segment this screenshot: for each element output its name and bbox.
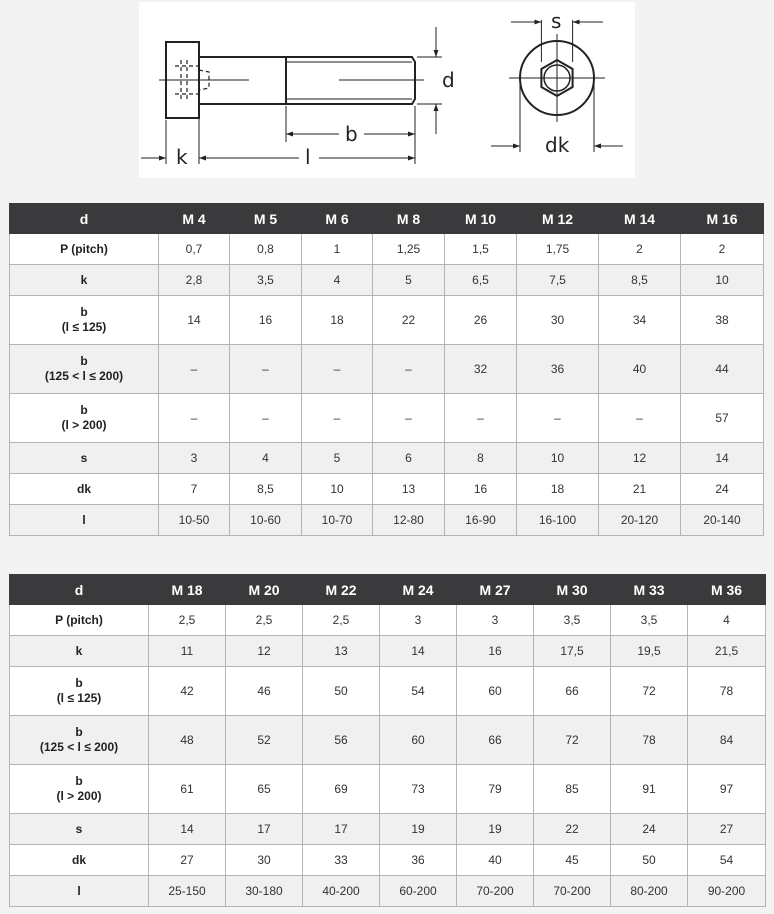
table-cell: 66 bbox=[534, 667, 611, 716]
table-cell: 91 bbox=[611, 765, 688, 814]
header-size: M 27 bbox=[457, 575, 534, 605]
table-cell: 20-140 bbox=[681, 505, 764, 536]
row-label-line: s bbox=[75, 821, 83, 836]
table-cell: 54 bbox=[380, 667, 457, 716]
row-label-line: k bbox=[75, 643, 83, 658]
table-row-s bbox=[10, 814, 766, 845]
row-label-line: (l > 200) bbox=[61, 418, 107, 432]
table-cell: 8,5 bbox=[599, 265, 681, 296]
row-label-line: l bbox=[77, 883, 81, 898]
row-label-line: (l ≤ 125) bbox=[56, 691, 102, 705]
table-cell: 3,5 bbox=[611, 605, 688, 636]
table-cell: – bbox=[302, 345, 373, 394]
row-label-line: b bbox=[80, 403, 88, 417]
table-cell: 7,5 bbox=[517, 265, 599, 296]
row-label bbox=[10, 443, 159, 474]
table-row-k bbox=[10, 636, 766, 667]
table-cell: 90-200 bbox=[688, 876, 766, 907]
table-cell: 8 bbox=[445, 443, 517, 474]
table-cell: 66 bbox=[457, 716, 534, 765]
header-size: M 33 bbox=[611, 575, 688, 605]
table-cell: 0,7 bbox=[159, 234, 230, 265]
table-cell: 16 bbox=[445, 474, 517, 505]
table-cell: 21 bbox=[599, 474, 681, 505]
row-label bbox=[10, 845, 149, 876]
table-cell: 10-60 bbox=[230, 505, 302, 536]
label-k: k bbox=[176, 145, 188, 169]
header-size: M 12 bbox=[517, 204, 599, 234]
table-cell: 12 bbox=[226, 636, 303, 667]
table-cell: 13 bbox=[303, 636, 380, 667]
table-cell: 5 bbox=[373, 265, 445, 296]
row-label-line: b bbox=[75, 774, 83, 788]
row-label bbox=[10, 394, 159, 443]
label-s: s bbox=[551, 9, 562, 33]
table-cell: 72 bbox=[611, 667, 688, 716]
table-cell: 1,75 bbox=[517, 234, 599, 265]
table-cell: – bbox=[230, 345, 302, 394]
header-size: M 5 bbox=[230, 204, 302, 234]
table-header-row bbox=[10, 204, 764, 234]
table-cell: 8,5 bbox=[230, 474, 302, 505]
table-row-dk bbox=[10, 845, 766, 876]
table-cell: 1 bbox=[302, 234, 373, 265]
row-label-line: s bbox=[80, 450, 88, 465]
row-label bbox=[10, 605, 149, 636]
table-cell: 50 bbox=[611, 845, 688, 876]
row-label bbox=[10, 765, 149, 814]
row-label-line: P (pitch) bbox=[60, 241, 108, 256]
table-cell: 2,5 bbox=[149, 605, 226, 636]
table-cell: 18 bbox=[302, 296, 373, 345]
table-row-l bbox=[10, 505, 764, 536]
table-cell: 19,5 bbox=[611, 636, 688, 667]
table-cell: 14 bbox=[380, 636, 457, 667]
label-l: l bbox=[305, 145, 311, 169]
dimension-table-m18-m36 bbox=[9, 574, 766, 907]
table-cell: 85 bbox=[534, 765, 611, 814]
table-row-b-125-200 bbox=[10, 716, 766, 765]
table-cell: 32 bbox=[445, 345, 517, 394]
row-label bbox=[10, 505, 159, 536]
table-cell: 70-200 bbox=[457, 876, 534, 907]
table-cell: 24 bbox=[611, 814, 688, 845]
row-label-line: b bbox=[75, 676, 83, 690]
table-cell: 30 bbox=[517, 296, 599, 345]
row-label-line: b bbox=[75, 725, 83, 739]
table-cell: 4 bbox=[230, 443, 302, 474]
table-cell: – bbox=[159, 345, 230, 394]
table-cell: 2 bbox=[681, 234, 764, 265]
table-cell: – bbox=[302, 394, 373, 443]
row-label bbox=[10, 296, 159, 345]
table-cell: 78 bbox=[611, 716, 688, 765]
table-cell: 60-200 bbox=[380, 876, 457, 907]
row-label-line: (l > 200) bbox=[56, 789, 102, 803]
table-cell: 2,5 bbox=[226, 605, 303, 636]
table-cell: 56 bbox=[303, 716, 380, 765]
table-cell: 17 bbox=[303, 814, 380, 845]
table-cell: 16-90 bbox=[445, 505, 517, 536]
table-cell: 12-80 bbox=[373, 505, 445, 536]
table-cell: 20-120 bbox=[599, 505, 681, 536]
table-cell: 4 bbox=[688, 605, 766, 636]
table-cell: 6,5 bbox=[445, 265, 517, 296]
row-label-line: (125 < l ≤ 200) bbox=[39, 740, 119, 754]
table-cell: – bbox=[517, 394, 599, 443]
table-row-b-l-gt-200 bbox=[10, 765, 766, 814]
table-cell: 7 bbox=[159, 474, 230, 505]
table-cell: 80-200 bbox=[611, 876, 688, 907]
label-d: d bbox=[442, 68, 455, 92]
header-size: M 30 bbox=[534, 575, 611, 605]
table-cell: 10-70 bbox=[302, 505, 373, 536]
table-cell: 40 bbox=[599, 345, 681, 394]
table-cell: 19 bbox=[457, 814, 534, 845]
table-cell: 69 bbox=[303, 765, 380, 814]
table-row-pitch bbox=[10, 234, 764, 265]
table-cell: – bbox=[230, 394, 302, 443]
table-cell: 36 bbox=[517, 345, 599, 394]
table-cell: 14 bbox=[149, 814, 226, 845]
header-size: M 36 bbox=[688, 575, 766, 605]
table-cell: 44 bbox=[681, 345, 764, 394]
row-label-line: P (pitch) bbox=[55, 612, 103, 627]
table-cell: 27 bbox=[688, 814, 766, 845]
table-cell: 11 bbox=[149, 636, 226, 667]
row-label-line: l bbox=[82, 512, 86, 527]
table-cell: 22 bbox=[373, 296, 445, 345]
table-cell: 50 bbox=[303, 667, 380, 716]
header-size: M 18 bbox=[149, 575, 226, 605]
table-cell: 16 bbox=[457, 636, 534, 667]
table-cell: 2,8 bbox=[159, 265, 230, 296]
table-cell: 30 bbox=[226, 845, 303, 876]
table-cell: 2 bbox=[599, 234, 681, 265]
row-label bbox=[10, 716, 149, 765]
table-row-b-l-gt-200 bbox=[10, 394, 764, 443]
header-size: M 24 bbox=[380, 575, 457, 605]
row-label-line: (125 < l ≤ 200) bbox=[44, 369, 124, 383]
table-cell: 38 bbox=[681, 296, 764, 345]
table-cell: 21,5 bbox=[688, 636, 766, 667]
table-cell: 3,5 bbox=[230, 265, 302, 296]
table-cell: 78 bbox=[688, 667, 766, 716]
table-cell: 3 bbox=[457, 605, 534, 636]
table-cell: 61 bbox=[149, 765, 226, 814]
table-cell: 40-200 bbox=[303, 876, 380, 907]
table-cell: 2,5 bbox=[303, 605, 380, 636]
header-size: M 14 bbox=[599, 204, 681, 234]
table-cell: 30-180 bbox=[226, 876, 303, 907]
table-cell: 0,8 bbox=[230, 234, 302, 265]
label-dk: dk bbox=[545, 133, 570, 157]
label-b: b bbox=[345, 122, 358, 146]
screw-drawing-svg bbox=[139, 2, 635, 178]
table-cell: – bbox=[373, 345, 445, 394]
table-cell: 14 bbox=[159, 296, 230, 345]
table-cell: 19 bbox=[380, 814, 457, 845]
table-cell: 33 bbox=[303, 845, 380, 876]
table-cell: 72 bbox=[534, 716, 611, 765]
header-size: M 8 bbox=[373, 204, 445, 234]
table-header-row bbox=[10, 575, 766, 605]
table-cell: 57 bbox=[681, 394, 764, 443]
table-cell: 25-150 bbox=[149, 876, 226, 907]
table-cell: 17 bbox=[226, 814, 303, 845]
table-row-b-l-le-125 bbox=[10, 296, 764, 345]
table-cell: 26 bbox=[445, 296, 517, 345]
table-row-k bbox=[10, 265, 764, 296]
screw-technical-drawing bbox=[139, 2, 635, 178]
table-cell: 42 bbox=[149, 667, 226, 716]
row-label-line: k bbox=[80, 272, 88, 287]
row-label-line: dk bbox=[71, 852, 86, 867]
row-label bbox=[10, 814, 149, 845]
table-cell: 22 bbox=[534, 814, 611, 845]
header-size: M 22 bbox=[303, 575, 380, 605]
table-cell: 17,5 bbox=[534, 636, 611, 667]
table-cell: 54 bbox=[688, 845, 766, 876]
header-d: d bbox=[10, 575, 149, 605]
table-cell: 73 bbox=[380, 765, 457, 814]
table-cell: 48 bbox=[149, 716, 226, 765]
row-label-line: dk bbox=[76, 481, 91, 496]
table-row-pitch bbox=[10, 605, 766, 636]
header-d: d bbox=[10, 204, 159, 234]
table-cell: 97 bbox=[688, 765, 766, 814]
header-size: M 10 bbox=[445, 204, 517, 234]
header-size: M 4 bbox=[159, 204, 230, 234]
table-cell: 3 bbox=[380, 605, 457, 636]
table-cell: 14 bbox=[681, 443, 764, 474]
table-row-s bbox=[10, 443, 764, 474]
table-cell: – bbox=[599, 394, 681, 443]
table-cell: 46 bbox=[226, 667, 303, 716]
table-cell: – bbox=[445, 394, 517, 443]
table-cell: 34 bbox=[599, 296, 681, 345]
table-cell: 13 bbox=[373, 474, 445, 505]
table-cell: 3,5 bbox=[534, 605, 611, 636]
table-cell: 36 bbox=[380, 845, 457, 876]
table-cell: 12 bbox=[599, 443, 681, 474]
row-label-line: (l ≤ 125) bbox=[61, 320, 107, 334]
row-label bbox=[10, 234, 159, 265]
table-cell: 10 bbox=[302, 474, 373, 505]
table-cell: 65 bbox=[226, 765, 303, 814]
table-cell: 1,25 bbox=[373, 234, 445, 265]
table-cell: 5 bbox=[302, 443, 373, 474]
row-label-line: b bbox=[80, 354, 88, 368]
table-cell: 16 bbox=[230, 296, 302, 345]
table-cell: 1,5 bbox=[445, 234, 517, 265]
table-cell: 6 bbox=[373, 443, 445, 474]
table-cell: 60 bbox=[380, 716, 457, 765]
row-label bbox=[10, 876, 149, 907]
row-label bbox=[10, 474, 159, 505]
table-cell: 18 bbox=[517, 474, 599, 505]
table-cell: 16-100 bbox=[517, 505, 599, 536]
table-cell: 40 bbox=[457, 845, 534, 876]
table-cell: – bbox=[373, 394, 445, 443]
row-label bbox=[10, 667, 149, 716]
table-row-l bbox=[10, 876, 766, 907]
row-label-line: b bbox=[80, 305, 88, 319]
table-cell: 10 bbox=[681, 265, 764, 296]
table-cell: 84 bbox=[688, 716, 766, 765]
table-cell: 4 bbox=[302, 265, 373, 296]
header-size: M 6 bbox=[302, 204, 373, 234]
table-cell: 3 bbox=[159, 443, 230, 474]
table-cell: 10-50 bbox=[159, 505, 230, 536]
row-label bbox=[10, 345, 159, 394]
table-cell: 70-200 bbox=[534, 876, 611, 907]
table-cell: 60 bbox=[457, 667, 534, 716]
table-cell: – bbox=[159, 394, 230, 443]
table-row-dk bbox=[10, 474, 764, 505]
header-size: M 20 bbox=[226, 575, 303, 605]
table-cell: 52 bbox=[226, 716, 303, 765]
row-label bbox=[10, 265, 159, 296]
table-cell: 27 bbox=[149, 845, 226, 876]
table-cell: 79 bbox=[457, 765, 534, 814]
table-cell: 10 bbox=[517, 443, 599, 474]
table-row-b-125-200 bbox=[10, 345, 764, 394]
row-label bbox=[10, 636, 149, 667]
header-size: M 16 bbox=[681, 204, 764, 234]
table-row-b-l-le-125 bbox=[10, 667, 766, 716]
table-cell: 24 bbox=[681, 474, 764, 505]
table-cell: 45 bbox=[534, 845, 611, 876]
dimension-table-m4-m16 bbox=[9, 203, 764, 536]
